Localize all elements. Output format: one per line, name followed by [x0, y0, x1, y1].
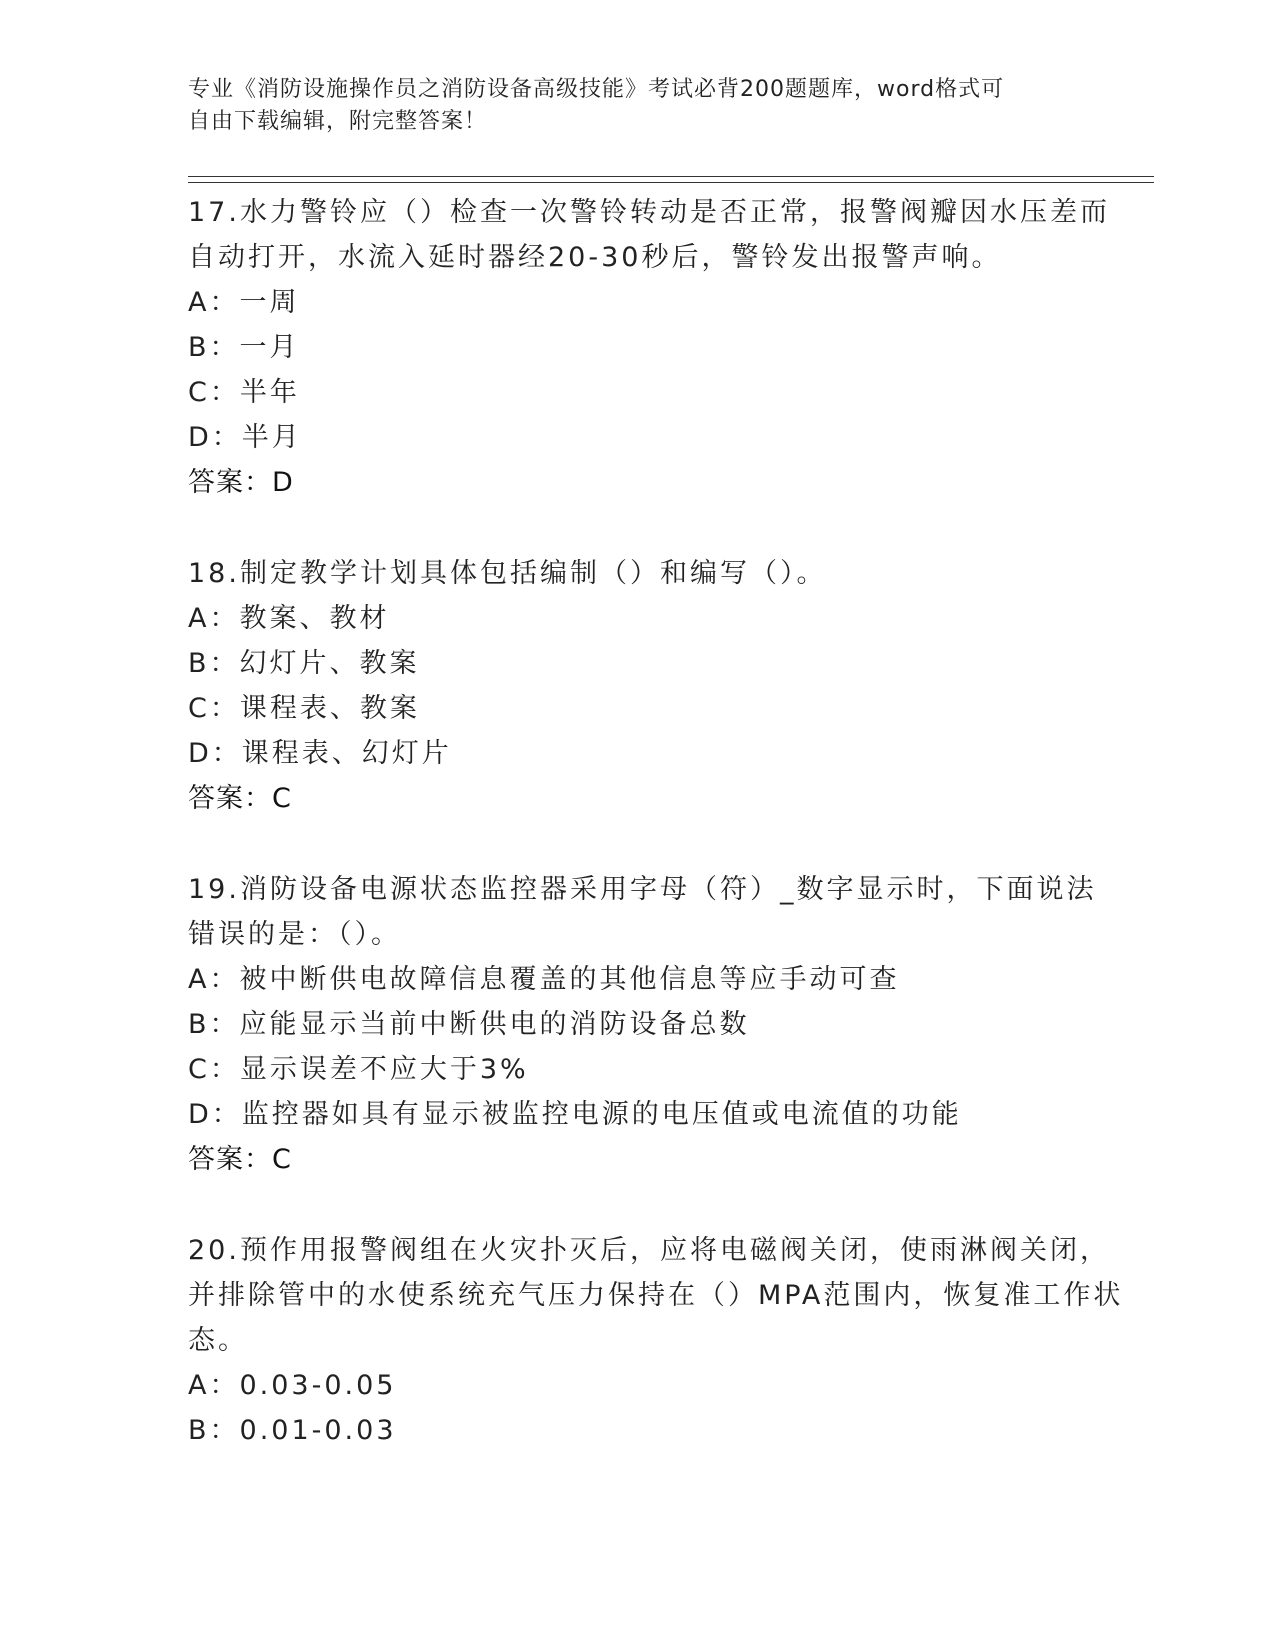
question-text: 并排除管中的水使系统充气压力保持在（）MPA范围内，恢复准工作状 — [188, 1280, 1124, 1311]
answer: 答案：D — [188, 467, 294, 498]
question-text: 18.制定教学计划具体包括编制（）和编写（）。 — [188, 558, 827, 589]
option-d: D：半月 — [188, 422, 302, 453]
option-d: D：监控器如具有显示被监控电源的电压值或电流值的功能 — [188, 1099, 962, 1130]
question-18 — [188, 551, 1088, 821]
document-header — [188, 74, 1068, 138]
question-text: 17.水力警铃应（）检查一次警铃转动是否正常，报警阀瓣因水压差而 — [188, 197, 1110, 228]
option-b: B：幻灯片、教案 — [188, 648, 420, 679]
option-c: C：显示误差不应大于3% — [188, 1054, 529, 1085]
option-c: C：半年 — [188, 377, 300, 408]
header-line-2: 自由下载编辑，附完整答案！ — [188, 109, 488, 134]
question-list — [188, 190, 1124, 1453]
option-a: A：被中断供电故障信息覆盖的其他信息等应手动可查 — [188, 964, 900, 995]
answer: 答案：C — [188, 1144, 292, 1175]
header-divider-bottom — [188, 182, 1154, 183]
answer: 答案：C — [188, 783, 292, 814]
option-a: A：一周 — [188, 287, 300, 318]
question-20 — [188, 1228, 1124, 1453]
question-text: 态。 — [188, 1325, 248, 1356]
question-text: 19.消防设备电源状态监控器采用字母（符）_数字显示时，下面说法 — [188, 874, 1097, 905]
option-d: D：课程表、幻灯片 — [188, 738, 452, 769]
option-b: B：一月 — [188, 332, 300, 363]
option-b: B：应能显示当前中断供电的消防设备总数 — [188, 1009, 750, 1040]
question-text: 20.预作用报警阀组在火灾扑灭后，应将电磁阀关闭，使雨淋阀关闭， — [188, 1235, 1110, 1266]
header-divider-top — [188, 176, 1154, 177]
header-line-1: 专业《消防设施操作员之消防设备高级技能》考试必背200题题库，word格式可 — [188, 77, 1005, 102]
question-text: 自动打开，水流入延时器经20-30秒后，警铃发出报警声响。 — [188, 242, 1002, 273]
option-b: B：0.01-0.03 — [188, 1415, 397, 1446]
option-a: A：教案、教材 — [188, 603, 390, 634]
question-19 — [188, 867, 1097, 1182]
option-a: A：0.03-0.05 — [188, 1370, 397, 1401]
question-text: 错误的是：（）。 — [188, 919, 401, 950]
option-c: C：课程表、教案 — [188, 693, 420, 724]
question-17 — [188, 190, 1110, 505]
